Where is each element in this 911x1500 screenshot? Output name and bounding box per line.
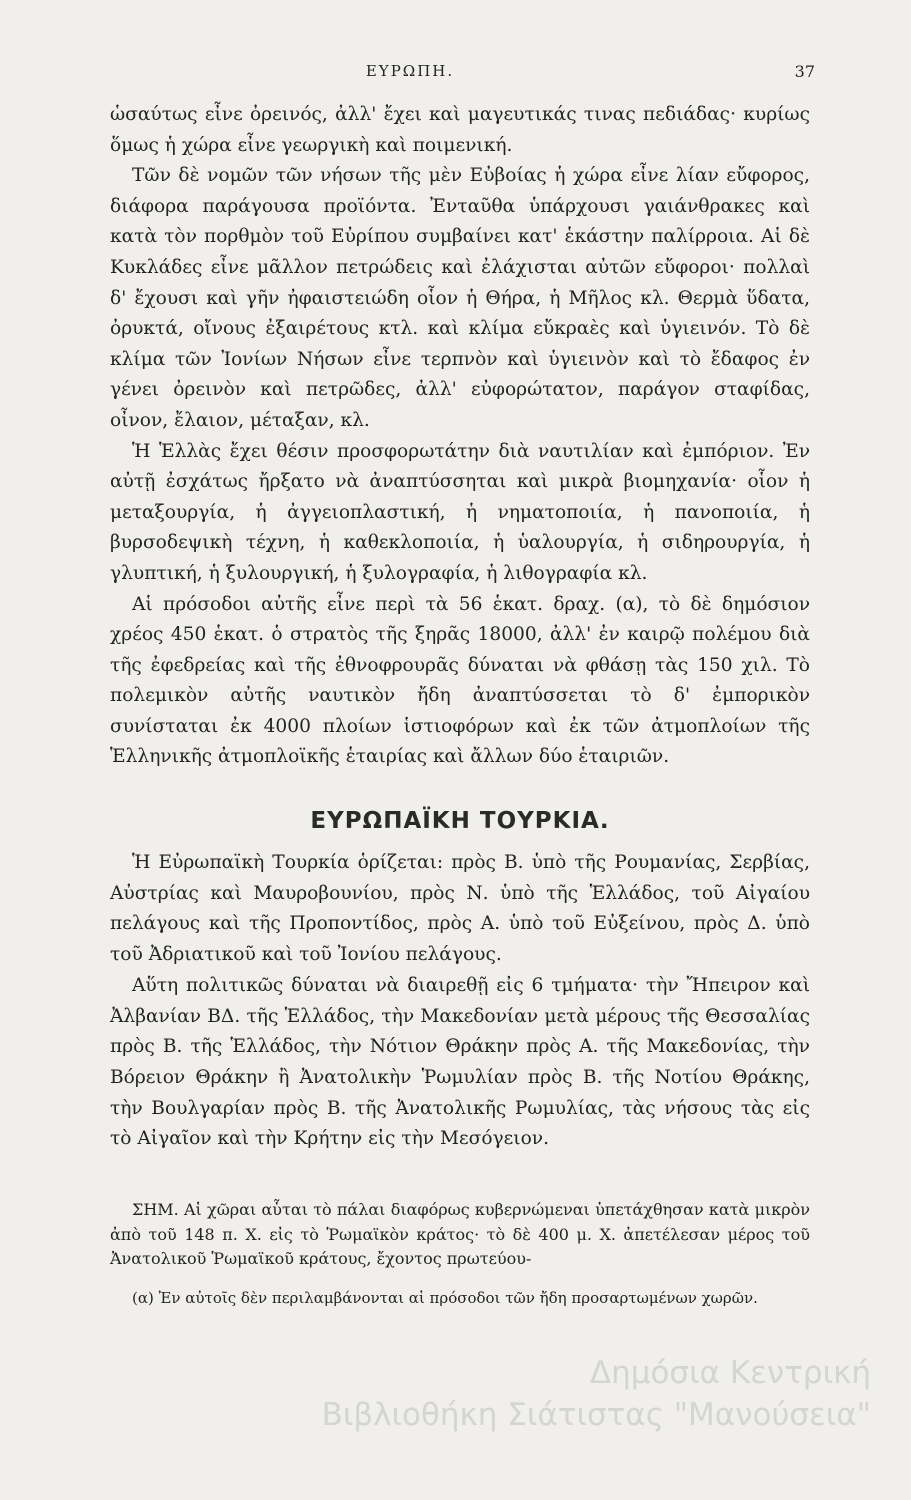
paragraph: Αὕτη πολιτικῶς δύναται νὰ διαιρεθῇ εἰς 6 τμήματα· τὴν Ἤπειρον καὶ Ἀλβανίαν ΒΔ. τῆς Ἑλλάδος, τὴν Μακεδονίαν μετὰ μέρους τῆς Θεσσαλίας πρὸς Β. τῆς Ἑλλάδος, τὴν Νότιον Θράκην πρὸς Α. τῆς Μακεδονίας, τὴν Βόρειον Θράκην ἢ Ἀνατολικὴν Ῥωμυλίαν πρὸς Β. τῆς Νοτίου Θράκης, τὴν Βουλγαρίαν πρὸς Β. τῆς Ἀνατολικῆς Ρωμυλίας, τὰς νήσους τὰς εἰς τὸ Αἰγαῖον καὶ τὴν Κρήτην εἰς τὴν Μεσόγειον. (110, 974, 810, 1150)
section-heading: ΕΥΡΩΠΑΪΚΗ ΤΟΥΡΚΙΑ. (310, 808, 610, 834)
watermark-line: Δημόσια Κεντρική (589, 1355, 871, 1391)
watermark-line: Βιβλιοθήκη Σιάτιστας "Μανούσεια" (321, 1397, 871, 1433)
paragraph: Τῶν δὲ νομῶν τῶν νήσων τῆς μὲν Εὐβοίας ἡ χώρα εἶνε λίαν εὔφορος, διάφορα παράγουσα προϊόντα. Ἐνταῦθα ὑπάρχουσι γαιάνθρακες καὶ κατὰ τὸν πορθμὸν τοῦ Εὐρίπου συμβαίνει κατ' ἑκάστην παλίρροια. Αἱ δὲ Κυκλάδες εἶνε μᾶλλον πετρώδεις καὶ ἐλάχισται αὐτῶν εὔφοροι· πολλαὶ δ' ἔχουσι καὶ γῆν ἠφαιστειώδη οἷον ἡ Θήρα, ἡ Μῆλος κλ. Θερμὰ ὕδατα, ὀρυκτά, οἴνους ἐξαιρέτους κτλ. καὶ κλίμα εὔκραὲς καὶ ὑγιεινόν. Τὸ δὲ κλίμα τῶν Ἰονίων Νήσων εἶνε τερπνὸν καὶ ὑγιεινὸν καὶ τὸ ἔδαφος ἐν γένει ὀρεινὸν καὶ πετρῶδες, ἀλλ' εὐφορώτατον, παράγον σταφίδας, οἶνον, ἔλαιον, μέταξαν, κλ. (110, 165, 810, 431)
paragraph: Ἡ Ἑλλὰς ἔχει θέσιν προσφορωτάτην διὰ ναυτιλίαν καὶ ἐμπόριον. Ἐν αὐτῇ ἐσχάτως ἤρξατο νὰ ἀναπτύσσηται καὶ μικρὰ βιομηχανία· οἷον ἡ μεταξουργία, ἡ ἀγγειοπλαστική, ἡ νηματοποιία, ἡ πανοποιία, ἡ βυρσοδεψικὴ τέχνη, ἡ καθεκλοποιία, ἡ ὑαλουργία, ἡ σιδηρουργία, ἡ γλυπτική, ἡ ξυλουργική, ἡ ξυλογραφία, ἡ λιθογραφία κλ. (110, 440, 810, 584)
footnote-text: (α) Ἐν αὐτοῖς δὲν περιλαμβάνονται αἱ πρόσοδοι τῶν ἤδη προσαρτωμένων χωρῶν. (132, 1289, 758, 1307)
paragraph: Αἱ πρόσοδοι αὐτῆς εἶνε περὶ τὰ 56 ἑκατ. δραχ. (α), τὸ δὲ δημόσιον χρέος 450 ἑκατ. ὁ στρατὸς τῆς ξηρᾶς 18000, ἀλλ' ἐν καιρῷ πολέμου διὰ τῆς ἐφεδρείας καὶ τῆς ἐθνοφρουρᾶς δύναται νὰ φθάσῃ τὰς 150 χιλ. Τὸ πολεμικὸν αὐτῆς ναυτικὸν ἤδη ἀναπτύσσεται τὸ δ' ἐμπορικὸν συνίσταται ἐκ 4000 πλοίων ἱστιοφόρων καὶ ἐκ τῶν ἀτμοπλοίων τῆς Ἑλληνικῆς ἀτμοπλοϊκῆς ἑταιρίας καὶ ἄλλων δύο ἑταιριῶν. (110, 593, 810, 768)
page-number: 37 (794, 62, 815, 81)
running-title: ΕΥΡΩΠΗ. (365, 62, 455, 80)
library-watermark (171, 1352, 871, 1436)
paragraph: ὡσαύτως εἶνε ὀρεινός, ἀλλ' ἔχει καὶ μαγευτικάς τινας πεδιάδας· κυρίως ὅμως ἡ χώρα εἶνε γεωργικὴ καὶ ποιμενική. (110, 104, 810, 156)
paragraph: Ἡ Εὐρωπαϊκὴ Τουρκία ὁρίζεται: πρὸς Β. ὑπὸ τῆς Ρουμανίας, Σερβίας, Αὐστρίας καὶ Μαυροβουνίου, πρὸς Ν. ὑπὸ τῆς Ἑλλάδος, τοῦ Αἰγαίου πελάγους καὶ τῆς Προποντίδος, πρὸς Α. ὑπὸ τοῦ Εὐξείνου, πρὸς Δ. ὑπὸ τοῦ Ἀδριατικοῦ καὶ τοῦ Ἰονίου πελάγους. (110, 852, 810, 966)
section-europe-text (110, 100, 810, 773)
footnote (110, 1286, 810, 1310)
note-paragraph (110, 1198, 810, 1272)
section-turkey-text (110, 848, 810, 1155)
note: ΣΗΜ. Αἱ χῶραι αὗται τὸ πάλαι διαφόρως κυβερνώμεναι ὑπετάχθησαν κατὰ μικρὸν ἀπὸ τοῦ 148 π. Χ. εἰς τὸ Ῥωμαϊκὸν κράτος· τὸ δὲ 400 μ. Χ. ἀπετέλεσαν μέρος τοῦ Ἀνατολικοῦ Ῥωμαϊκοῦ κράτους, ἔχοντος πρωτεύου- (110, 1200, 810, 1268)
page-header (110, 60, 815, 88)
